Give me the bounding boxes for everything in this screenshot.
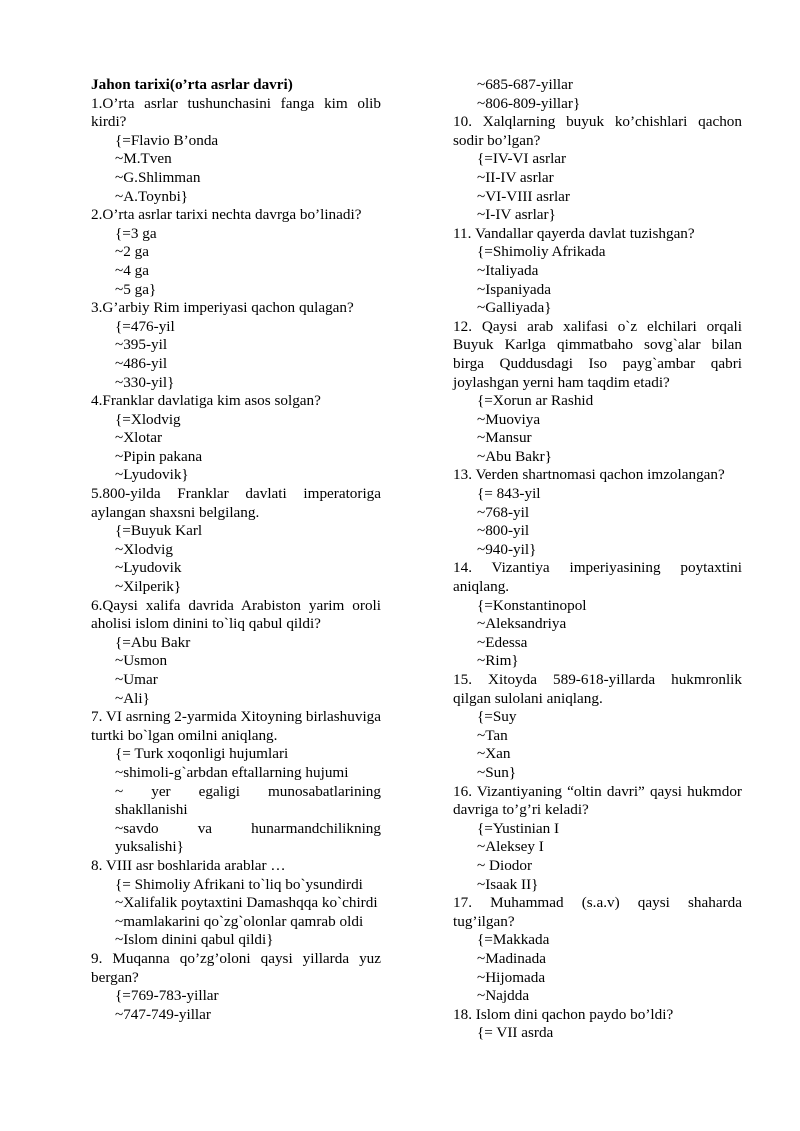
- correct-answer-option: {= Shimoliy Afrikani to`liq bo`ysundirdi: [115, 875, 363, 893]
- answer-option: ~Usmon: [115, 652, 168, 670]
- answer-option: ~ Diodor: [477, 856, 533, 874]
- answer-option: ~Italiyada: [477, 261, 539, 279]
- question-block: [453, 894, 742, 1006]
- answer-option: ~Ispaniyada: [477, 280, 552, 298]
- correct-answer-option: {=Abu Bakr: [115, 633, 191, 651]
- answer-option: ~Xalifalik poytaxtini Damashqqa ko`chirdi: [115, 894, 378, 912]
- correct-answer-option: {= VII asrda: [477, 1024, 554, 1042]
- answer-option: ~486-yil: [115, 354, 168, 372]
- question-block: [453, 113, 742, 225]
- document-title: Jahon tarixi(o’rta asrlar davri): [91, 76, 293, 93]
- answer-option: ~Xlotar: [115, 429, 163, 447]
- correct-answer-option: {= Turk xoqonligi hujumlari: [115, 745, 289, 763]
- right-question-list: [453, 113, 742, 1043]
- answer-option: ~685-687-yillar: [477, 76, 573, 93]
- answer-option: ~Galliyada}: [477, 299, 552, 317]
- correct-answer-option: {=Konstantinopol: [477, 596, 587, 614]
- question-block: [91, 485, 381, 597]
- answer-option: ~395-yil: [115, 336, 168, 354]
- answer-option: ~Madinada: [477, 949, 546, 967]
- question-block: [91, 95, 381, 207]
- answer-option: ~A.Toynbi}: [115, 187, 189, 205]
- answer-option: ~Lyudovik: [115, 559, 182, 577]
- answer-option: ~Xlodvig: [115, 540, 173, 558]
- answer-option: ~4 ga: [115, 261, 149, 279]
- correct-answer-option: {= 843-yil: [477, 485, 541, 503]
- left-column: [91, 76, 381, 1024]
- question-text: 13. Verden shartnomasi qachon imzolangan?: [453, 466, 725, 484]
- answer-option: ~G.Shlimman: [115, 168, 201, 186]
- question-block: [453, 466, 742, 559]
- answer-option: ~Pipin pakana: [115, 447, 203, 465]
- question-text: 14. Vizantiya imperiyasining poytaxtini aniqlang.: [453, 559, 742, 596]
- question-text: 17. Muhammad (s.a.v) qaysi shaharda tug’ilgan?: [453, 894, 742, 930]
- question-text: 1.O’rta asrlar tushunchasini fanga kim olib kirdi?: [91, 94, 381, 131]
- answer-option: ~Najdda: [477, 987, 530, 1005]
- answer-option: ~Tan: [477, 726, 508, 744]
- answer-option: ~Aleksey I: [477, 838, 544, 856]
- left-question-list: [91, 95, 381, 1025]
- question-block: [91, 857, 381, 950]
- question-block: [453, 318, 742, 467]
- question-block: [91, 392, 381, 485]
- right-column: [453, 76, 742, 1043]
- question-text: 11. Vandallar qayerda davlat tuzishgan?: [453, 224, 695, 242]
- answer-option: ~768-yil: [477, 503, 530, 521]
- answer-option: ~M.Tven: [115, 150, 172, 168]
- question-text: 5.800-yilda Franklar davlati imperatoriga aylangan shaxsni belgilang.: [91, 485, 381, 521]
- question-block: [91, 950, 381, 1024]
- question-text: 3.G’arbiy Rim imperiyasi qachon qulagan?: [91, 299, 354, 317]
- answer-option: ~Rim}: [477, 652, 519, 670]
- question-text: 15. Xitoyda 589-618-yillarda hukmronlik qilgan sulolani aniqlang.: [453, 671, 742, 707]
- correct-answer-option: {=Flavio B’onda: [115, 131, 219, 149]
- correct-answer-option: {=476-yil: [115, 317, 175, 335]
- answer-option: ~Xan: [477, 745, 511, 763]
- question-block: [453, 559, 742, 671]
- answer-option: ~Isaak II}: [477, 875, 539, 893]
- answer-option: ~Abu Bakr}: [477, 447, 552, 465]
- answer-option: ~savdo va hunarmandchilikning yuksalishi}: [115, 819, 381, 856]
- answer-option: ~shimoli-g`arbdan eftallarning hujumi: [115, 763, 349, 781]
- correct-answer-option: {=3 ga: [115, 224, 157, 242]
- answer-option: ~Islom dinini qabul qildi}: [115, 931, 274, 949]
- answer-option: ~I-IV asrlar}: [477, 206, 556, 224]
- answer-option: ~2 ga: [115, 243, 149, 261]
- question-block: [91, 597, 381, 709]
- correct-answer-option: {=769-783-yillar: [115, 987, 219, 1005]
- answer-option: ~Mansur: [477, 429, 532, 447]
- correct-answer-option: {=Yustinian I: [477, 819, 560, 837]
- answer-option: ~Lyudovik}: [115, 466, 189, 484]
- answer-option: ~Hijomada: [477, 968, 546, 986]
- answer-option: ~747-749-yillar: [115, 1005, 211, 1023]
- answer-option: ~Aleksandriya: [477, 615, 567, 633]
- question-block: [453, 225, 742, 318]
- correct-answer-option: {=Xorun ar Rashid: [477, 392, 594, 410]
- question-text: 16. Vizantiyaning “oltin davri” qaysi hukmdor davriga to’g’ri keladi?: [453, 782, 742, 819]
- correct-answer-option: {=Buyuk Karl: [115, 522, 203, 540]
- correct-answer-option: {=IV-VI asrlar: [477, 150, 567, 168]
- continued-options: [453, 76, 742, 113]
- answer-option: ~800-yil: [477, 522, 530, 540]
- question-block: [91, 299, 381, 392]
- question-text: 18. Islom dini qachon paydo bo’ldi?: [453, 1005, 674, 1023]
- question-text: 10. Xalqlarning buyuk ko’chishlari qachon sodir bo’lgan?: [453, 113, 742, 149]
- answer-option: ~Muoviya: [477, 410, 541, 428]
- answer-option: ~330-yil}: [115, 373, 175, 391]
- question-block: [453, 1006, 742, 1043]
- answer-option: ~Xilperik}: [115, 578, 182, 596]
- question-text: 12. Qaysi arab xalifasi o`z elchilari orqali Buyuk Karlga qimmatbaho sovg`alar bilan birga Quddusdagi Iso payg`ambar qabri joylashgan yerni ham taqdim etadi?: [453, 317, 742, 391]
- answer-option: ~Umar: [115, 671, 158, 688]
- answer-option: ~mamlakarini qo`zg`olonlar qamrab oldi: [115, 912, 364, 930]
- answer-option: ~II-IV asrlar: [477, 168, 554, 186]
- answer-option: ~Edessa: [477, 633, 528, 651]
- answer-option: ~VI-VIII asrlar: [477, 187, 570, 205]
- question-text: 6.Qaysi xalifa davrida Arabiston yarim oroli aholisi islom dinini to`liq qabul qildi?: [91, 596, 381, 633]
- answer-option: ~940-yil}: [477, 540, 537, 558]
- question-block: [453, 783, 742, 895]
- correct-answer-option: {=Suy: [477, 708, 517, 726]
- answer-option: ~Sun}: [477, 763, 517, 781]
- answer-option: ~ yer egaligi munosabatlarining shakllanishi: [115, 782, 381, 819]
- answer-option: ~5 ga}: [115, 280, 157, 298]
- question-text: 2.O’rta asrlar tarixi nechta davrga bo’linadi?: [91, 206, 362, 224]
- question-block: [453, 671, 742, 783]
- question-text: 9. Muqanna qo’zg’oloni qaysi yillarda yuz bergan?: [91, 949, 381, 986]
- question-block: [91, 708, 381, 857]
- correct-answer-option: {=Shimoliy Afrikada: [477, 243, 606, 261]
- question-text: 4.Franklar davlatiga kim asos solgan?: [91, 392, 321, 410]
- question-block: [91, 206, 381, 299]
- question-text: 7. VI asrning 2-yarmida Xitoyning birlashuviga turtki bo`lgan omilni aniqlang.: [91, 708, 381, 744]
- answer-option: ~806-809-yillar}: [477, 94, 581, 112]
- question-text: 8. VIII asr boshlarida arablar …: [91, 856, 286, 874]
- correct-answer-option: {=Makkada: [477, 931, 550, 949]
- answer-option: ~Ali}: [115, 689, 150, 707]
- correct-answer-option: {=Xlodvig: [115, 410, 181, 428]
